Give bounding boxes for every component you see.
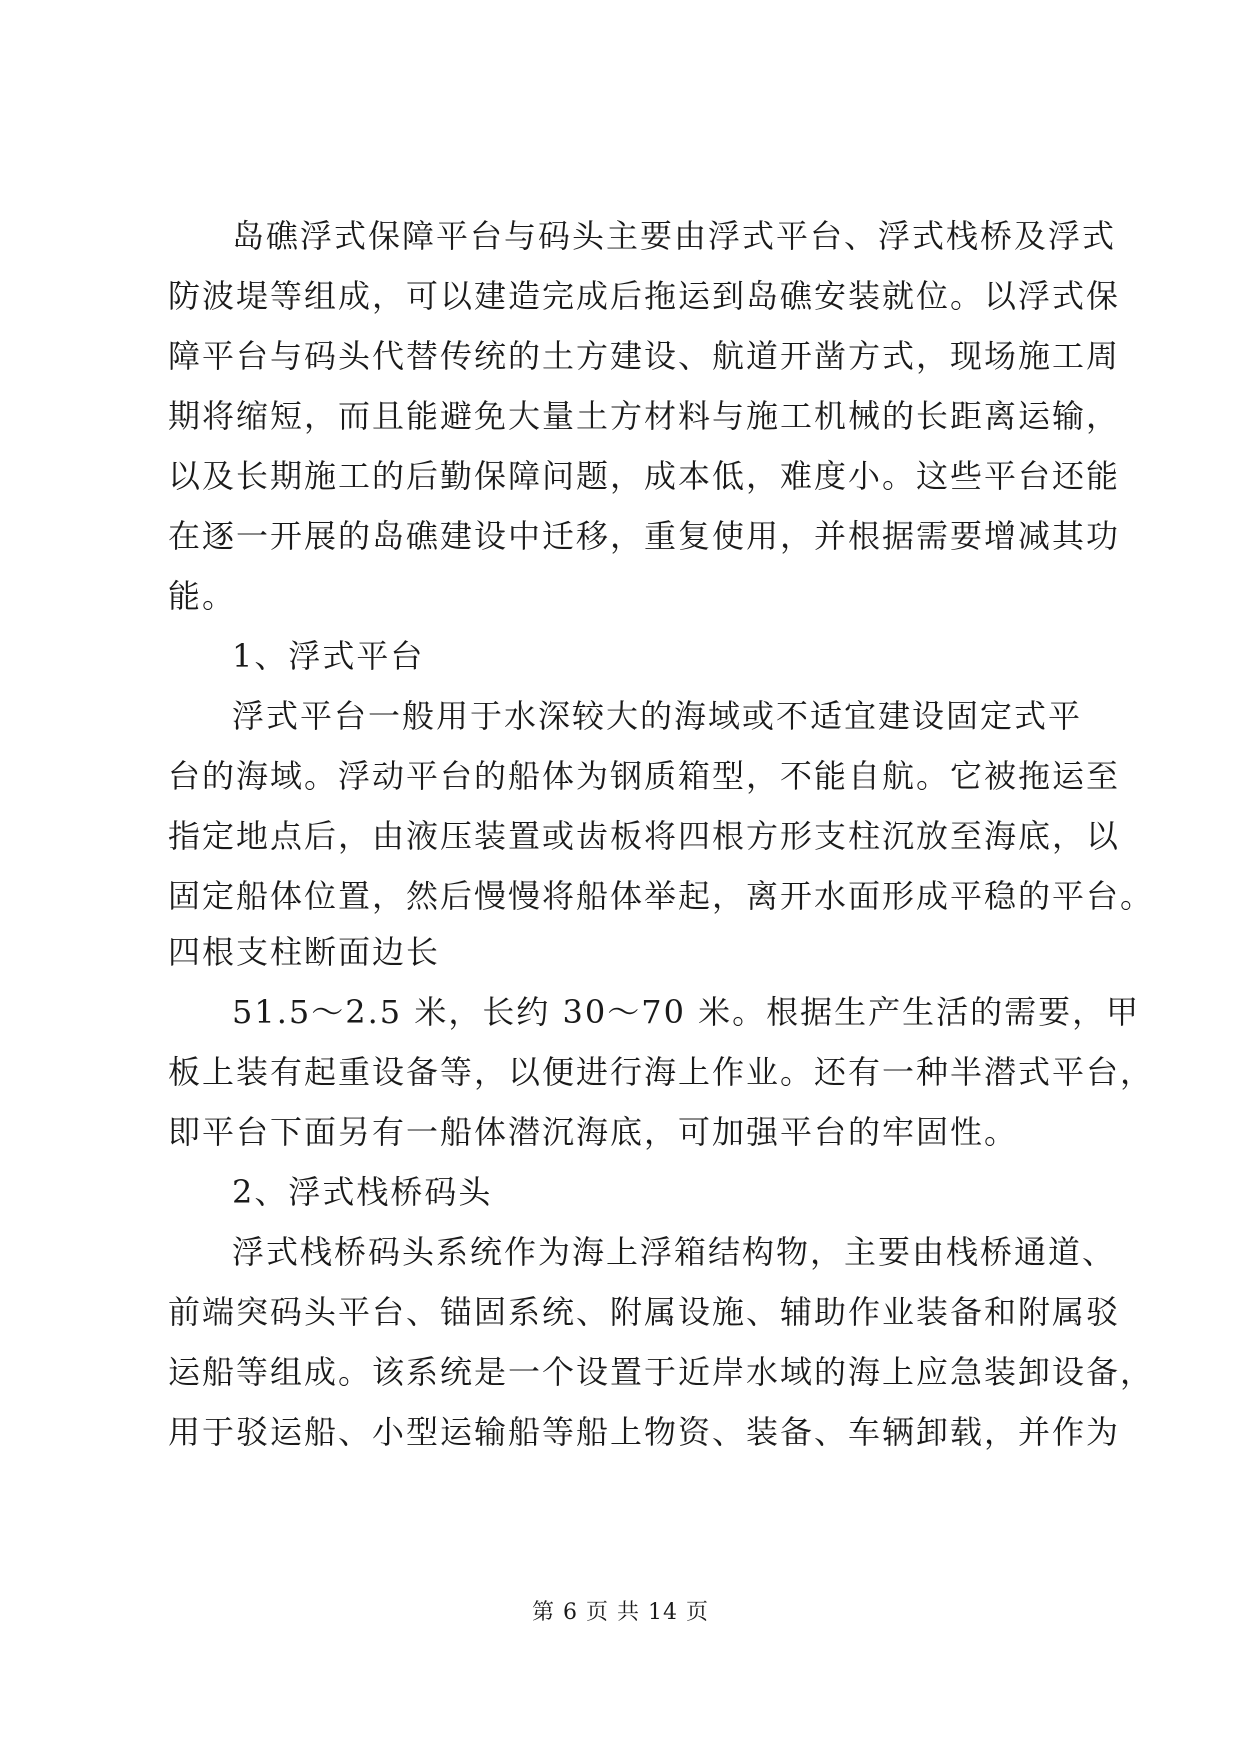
section-heading: 2、浮式栈桥码头: [232, 1173, 493, 1211]
text-line: 防波堤等组成，可以建造完成后拖运到岛礁安装就位。以浮式保: [168, 277, 1121, 315]
text-line: 固定船体位置，然后慢慢将船体举起，离开水面形成平稳的平台。: [168, 877, 1155, 915]
text-line: 浮式栈桥码头系统作为海上浮箱结构物，主要由栈桥通道、: [232, 1233, 1117, 1271]
text-line: 岛礁浮式保障平台与码头主要由浮式平台、浮式栈桥及浮式: [232, 217, 1117, 255]
text-line: 板上装有起重设备等，以便进行海上作业。还有一种半潜式平台，: [168, 1053, 1155, 1091]
text-line: 以及长期施工的后勤保障问题，成本低，难度小。这些平台还能: [168, 457, 1121, 495]
text-line: 期将缩短，而且能避免大量土方材料与施工机械的长距离运输，: [168, 397, 1121, 435]
page-footer: [0, 1598, 1241, 1628]
text-line: 浮式平台一般用于水深较大的海域或不适宜建设固定式平: [232, 697, 1083, 735]
text-line: 指定地点后，由液压装置或齿板将四根方形支柱沉放至海底，以: [168, 817, 1121, 855]
text-line: 即平台下面另有一船体潜沉海底，可加强平台的牢固性。: [168, 1113, 1019, 1151]
text-line: 能。: [168, 577, 237, 615]
text-line: 运船等组成。该系统是一个设置于近岸水域的海上应急装卸设备，: [168, 1353, 1155, 1391]
text-line: 四根支柱断面边长: [168, 933, 441, 971]
section-heading: 1、浮式平台: [232, 637, 425, 675]
text-line: 障平台与码头代替传统的土方建设、航道开凿方式，现场施工周: [168, 337, 1121, 375]
text-line: 用于驳运船、小型运输船等船上物资、装备、车辆卸载，并作为: [168, 1413, 1121, 1451]
page-indicator: 第 6 页 共 14 页: [532, 1600, 709, 1625]
text-line: 51.5～2.5 米，长约 30～70 米。根据生产生活的需要，甲: [232, 993, 1141, 1031]
text-line: 在逐一开展的岛礁建设中迁移，重复使用，并根据需要增减其功: [168, 517, 1121, 555]
text-line: 台的海域。浮动平台的船体为钢质箱型，不能自航。它被拖运至: [168, 757, 1121, 795]
text-line: 前端突码头平台、锚固系统、附属设施、辅助作业装备和附属驳: [168, 1293, 1121, 1331]
